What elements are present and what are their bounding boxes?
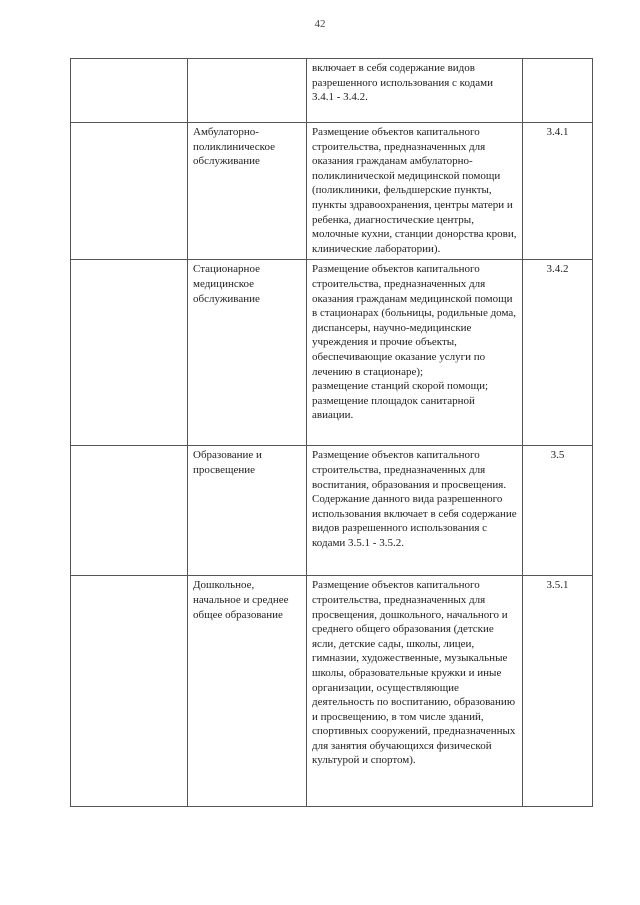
use-description-cell: Размещение объектов капитального строительства, предназначенных для оказания гражданам медицинской помощи в стационарах (больницы, родильные дома, диспансеры, научно-медицинские учреждения и прочие объекты, обеспечивающие оказание услуги по лечению в стационаре); размещение станций скорой помощи; размещение площадок санитарной авиации. bbox=[307, 260, 523, 446]
use-description-cell: Размещение объектов капитального строительства, предназначенных для оказания гражданам амбулаторно-поликлинической медицинской помощи (поликлиники, фельдшерские пункты, пункты здравоохранения, центры матери и ребенка, диагностические центры, молочные кухни, станции донорства крови, клинические лаборатории). bbox=[307, 123, 523, 260]
land-use-table bbox=[70, 58, 593, 807]
table-row bbox=[71, 123, 593, 260]
use-description-cell: Размещение объектов капитального строительства, предназначенных для просвещения, дошкольного, начального и среднего общего образования (детские ясли, детские сады, школы, лицеи, гимназии, художественные, музыкальные школы, образовательные кружки и иные организации, осуществляющие деятельность по воспитанию, образованию и просвещению, в том числе зданий, спортивных сооружений, предназначенных для занятия обучающихся физической культурой и спортом). bbox=[307, 576, 523, 807]
zone-cell bbox=[71, 446, 188, 576]
zone-cell bbox=[71, 123, 188, 260]
use-name-cell: Дошкольное, начальное и среднее общее образование bbox=[188, 576, 307, 807]
use-description-cell: включает в себя содержание видов разрешенного использования с кодами 3.4.1 - 3.4.2. bbox=[307, 59, 523, 123]
use-code-cell: 3.5 bbox=[523, 446, 593, 576]
use-code-cell: 3.4.2 bbox=[523, 260, 593, 446]
use-name-cell: Амбулаторно-поликлиническое обслуживание bbox=[188, 123, 307, 260]
table-row bbox=[71, 260, 593, 446]
use-description-cell: Размещение объектов капитального строительства, предназначенных для воспитания, образования и просвещения. Содержание данного вида разрешенного использования включает в себя содержание видов разрешенного использования с кодами 3.5.1 - 3.5.2. bbox=[307, 446, 523, 576]
table-row bbox=[71, 576, 593, 807]
zone-cell bbox=[71, 260, 188, 446]
use-name-cell: Образование и просвещение bbox=[188, 446, 307, 576]
table-row bbox=[71, 446, 593, 576]
table-row bbox=[71, 59, 593, 123]
use-code-cell bbox=[523, 59, 593, 123]
use-code-cell: 3.4.1 bbox=[523, 123, 593, 260]
zone-cell bbox=[71, 576, 188, 807]
use-name-cell: Стационарное медицинское обслуживание bbox=[188, 260, 307, 446]
use-name-cell bbox=[188, 59, 307, 123]
zone-cell bbox=[71, 59, 188, 123]
use-code-cell: 3.5.1 bbox=[523, 576, 593, 807]
page-number: 42 bbox=[314, 18, 326, 30]
